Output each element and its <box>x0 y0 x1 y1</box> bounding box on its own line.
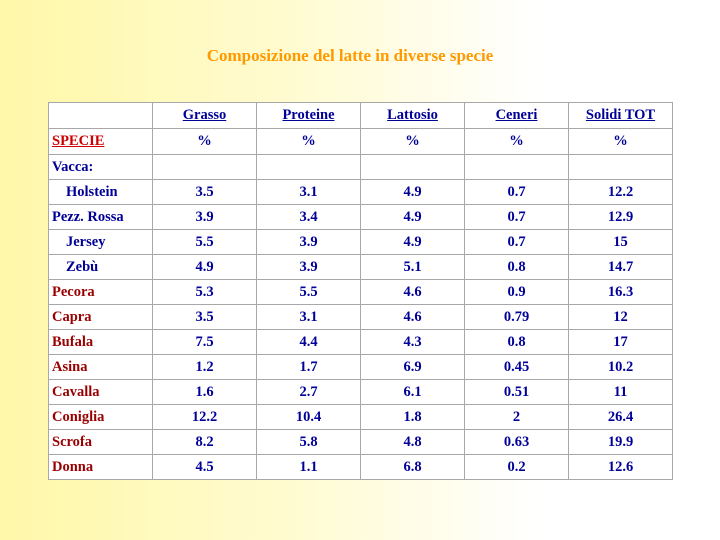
table-row <box>49 255 673 280</box>
species-cell: Coniglia <box>49 405 153 430</box>
column-header: Ceneri <box>465 103 569 129</box>
value-cell: 4.9 <box>361 230 465 255</box>
species-cell: Holstein <box>49 180 153 205</box>
value-cell: 1.6 <box>153 380 257 405</box>
species-cell: Scrofa <box>49 430 153 455</box>
value-cell: 4.6 <box>361 305 465 330</box>
value-cell: 4.9 <box>361 180 465 205</box>
table-row <box>49 455 673 480</box>
value-cell: 26.4 <box>569 405 673 430</box>
value-cell: 0.7 <box>465 230 569 255</box>
value-cell: 4.6 <box>361 280 465 305</box>
value-cell: 12.2 <box>569 180 673 205</box>
value-cell: 4.9 <box>361 205 465 230</box>
value-cell: 0.63 <box>465 430 569 455</box>
value-cell: 0.7 <box>465 180 569 205</box>
species-cell: Pezz. Rossa <box>49 205 153 230</box>
table-row <box>49 205 673 230</box>
value-cell: 5.5 <box>257 280 361 305</box>
value-cell: 5.5 <box>153 230 257 255</box>
value-cell: 15 <box>569 230 673 255</box>
value-cell: 17 <box>569 330 673 355</box>
value-cell: 4.4 <box>257 330 361 355</box>
value-cell: 3.1 <box>257 305 361 330</box>
column-header: Proteine <box>257 103 361 129</box>
unit-cell: % <box>361 129 465 155</box>
value-cell: 0.51 <box>465 380 569 405</box>
value-cell: 16.3 <box>569 280 673 305</box>
value-cell: 6.8 <box>361 455 465 480</box>
value-cell: 3.4 <box>257 205 361 230</box>
value-cell: 2 <box>465 405 569 430</box>
value-cell: 6.1 <box>361 380 465 405</box>
unit-cell: % <box>153 129 257 155</box>
value-cell <box>569 155 673 180</box>
value-cell: 4.5 <box>153 455 257 480</box>
table-row <box>49 430 673 455</box>
value-cell: 14.7 <box>569 255 673 280</box>
column-header: Solidi TOT <box>569 103 673 129</box>
milk-composition-table <box>48 102 673 480</box>
column-header: Grasso <box>153 103 257 129</box>
table-row <box>49 180 673 205</box>
header-row-names <box>49 103 673 129</box>
value-cell: 12.6 <box>569 455 673 480</box>
value-cell <box>257 155 361 180</box>
value-cell: 19.9 <box>569 430 673 455</box>
value-cell: 0.9 <box>465 280 569 305</box>
value-cell: 6.9 <box>361 355 465 380</box>
header-row-units <box>49 129 673 155</box>
value-cell <box>153 155 257 180</box>
value-cell: 0.2 <box>465 455 569 480</box>
species-cell: Capra <box>49 305 153 330</box>
value-cell: 12.9 <box>569 205 673 230</box>
species-cell: Bufala <box>49 330 153 355</box>
species-cell: Cavalla <box>49 380 153 405</box>
header-blank-cell <box>49 103 153 129</box>
value-cell: 0.8 <box>465 255 569 280</box>
value-cell: 1.7 <box>257 355 361 380</box>
species-cell: Zebù <box>49 255 153 280</box>
unit-cell: % <box>569 129 673 155</box>
value-cell: 5.8 <box>257 430 361 455</box>
value-cell: 5.1 <box>361 255 465 280</box>
table-row <box>49 405 673 430</box>
value-cell: 10.4 <box>257 405 361 430</box>
value-cell <box>465 155 569 180</box>
value-cell: 1.2 <box>153 355 257 380</box>
unit-cell: % <box>257 129 361 155</box>
column-header: Lattosio <box>361 103 465 129</box>
species-cell: Jersey <box>49 230 153 255</box>
value-cell: 0.79 <box>465 305 569 330</box>
value-cell: 1.8 <box>361 405 465 430</box>
species-cell: Asina <box>49 355 153 380</box>
species-column-header: SPECIE <box>49 129 153 155</box>
value-cell: 3.9 <box>153 205 257 230</box>
table-row <box>49 155 673 180</box>
value-cell: 7.5 <box>153 330 257 355</box>
value-cell: 3.5 <box>153 305 257 330</box>
value-cell: 4.9 <box>153 255 257 280</box>
table-row <box>49 230 673 255</box>
species-cell: Donna <box>49 455 153 480</box>
species-cell: Pecora <box>49 280 153 305</box>
page-title: Composizione del latte in diverse specie <box>206 46 494 65</box>
table-row <box>49 305 673 330</box>
table-row <box>49 380 673 405</box>
value-cell: 2.7 <box>257 380 361 405</box>
value-cell: 10.2 <box>569 355 673 380</box>
table-row <box>49 355 673 380</box>
table-row <box>49 280 673 305</box>
value-cell: 0.7 <box>465 205 569 230</box>
value-cell: 0.8 <box>465 330 569 355</box>
value-cell: 3.5 <box>153 180 257 205</box>
value-cell: 4.8 <box>361 430 465 455</box>
value-cell: 0.45 <box>465 355 569 380</box>
value-cell: 11 <box>569 380 673 405</box>
unit-cell: % <box>465 129 569 155</box>
value-cell: 5.3 <box>153 280 257 305</box>
value-cell: 4.3 <box>361 330 465 355</box>
value-cell: 12 <box>569 305 673 330</box>
value-cell <box>361 155 465 180</box>
value-cell: 12.2 <box>153 405 257 430</box>
value-cell: 8.2 <box>153 430 257 455</box>
species-cell: Vacca: <box>49 155 153 180</box>
value-cell: 3.1 <box>257 180 361 205</box>
table-row <box>49 330 673 355</box>
value-cell: 1.1 <box>257 455 361 480</box>
value-cell: 3.9 <box>257 255 361 280</box>
value-cell: 3.9 <box>257 230 361 255</box>
